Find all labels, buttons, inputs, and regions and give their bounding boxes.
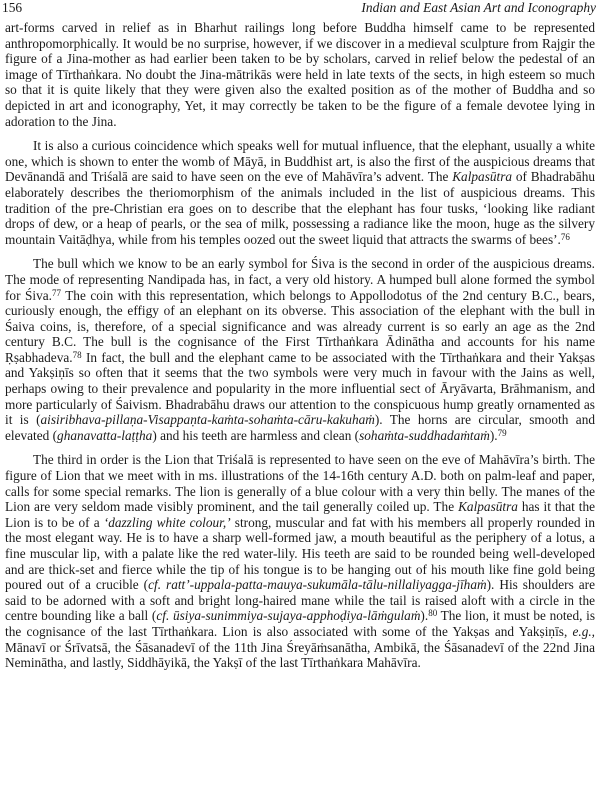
text-run: ).	[489, 427, 498, 443]
italic-text: e.g.,	[572, 623, 595, 639]
text-run: In fact, the bull and the elephant came to be associated with the Tīrthaṅkara and their Yakṣas and Yakṣiṇīs so often that it seems that the two symbols were very much in favour with the Jains as well, perhaps owing to their prevalence and popularity in the more influential sect of Āryāvarta, Brāhmanism, and more particularly of Śaivism. Bhadrabāhu draws our attention to the conspicuous hump greatly ornamented as it is (	[5, 349, 595, 428]
paragraph	[5, 256, 595, 443]
footnote-ref: 79	[497, 427, 507, 438]
page-number: 156	[2, 0, 23, 15]
paragraph	[5, 20, 595, 129]
page-body	[5, 20, 595, 671]
page-header	[2, 0, 596, 20]
footnote-ref: 76	[560, 231, 570, 242]
text-run: It is also a curious coincidence which speaks well for mutual influence, that the elephant, usually a white one, which is shown to enter the womb of Māyā, in Buddhist art, is also the first of the auspicious dreams that Devānandā and Triśalā are said to have seen on the eve of Mahāvīra’s advent. The	[5, 138, 595, 185]
italic-text: aisiribhava-pillaṇa-Visappaṇta-kaṁta-sohaṁta-cāru-kakuhaṁ	[40, 412, 375, 428]
text-run: of Bhadrabāhu elaborately describes the theriomorphism of the animals included in the list of auspicious dreams. This tradition of the pre-Christian era goes on to describe that the elephant has four tusks, ‘looking like radiant drops of dew, or a heap of pearls, or the sea of milk, possessing a radiance like the moon, huge as the silvery mountain Vaitāḍhya, while from his temples oozed out the sweet liquid that attracts the swarms of bees’.	[5, 169, 595, 247]
italic-text: cf. ūsiya-sunimmiya-sujaya-apphoḍiya-lāṁgulaṁ	[156, 608, 421, 624]
text-run: has it that the Lion is to be of a	[5, 499, 596, 530]
text-run: ). The horns are circular, smooth and elevated (	[5, 412, 595, 443]
text-run: The bull which we know to be an early symbol for Śiva is the second in order of the auspicious dreams. The mode of representing Nandipada has, in fact, a very old history. A humped bull alone formed the symbol for Śiva.	[5, 256, 595, 303]
text-run: The lion, it must be noted, is the cognisance of the last Tīrthaṅkara. Lion is also associated with some of the Yakṣas and Yakṣiṇīs,	[5, 608, 595, 639]
running-title: Indian and East Asian Art and Iconography	[361, 0, 596, 15]
text-run: Mānavī or Śrīvatsā, the Śāsanadevī of the 11th Jina Śreyāṁsanātha, Ambikā, the Śāsanadevī of the 22nd Jina Neminātha, and lastly, Siddhāyikā, the Yakṣī of the last Tīrthaṅkara Mahāvīra.	[5, 639, 595, 671]
text-run: The coin with this representation, which belongs to Appollodotus of the 2nd century B.C., bears, curiously enough, the effigy of an elephant on its obverse. This association of the elephant with the bull in Śaiva coins, is, therefore, of a special significance and was already current is so early an age as the 2nd century B.C. The bull is the cognisance of the First Tīrthaṅkara Ādinātha and accounts for his name Ṛṣabhadeva.	[5, 287, 595, 365]
italic-text: sohaṁta-suddhadaṁtaṁ	[359, 427, 490, 443]
text-run: ).	[420, 608, 429, 624]
text-run: strong, muscular and fat with his members all properly rounded in the most elegant way. He is to have a sharp well-formed jaw, a mouth beautiful as the periphery of a lotus, a fine muscular lip, with a palate like the red water-lily. His teeth are said to be rounded being well-developed and are thick-set and fierce while the tip of his tongue is to be hanging out of his mouth like fine gold being poured out of a crucible (	[5, 514, 595, 593]
footnote-ref: 78	[72, 349, 82, 360]
paragraph	[5, 138, 595, 247]
text-run: ) and his teeth are harmless and clean (	[152, 427, 360, 443]
italic-text: ‘dazzling white colour,’	[103, 514, 231, 530]
paragraph	[5, 452, 595, 670]
italic-text: cf. ratt’-uppala-patta-mauya-sukumāla-tālu-nillaliyagga-jīhaṁ	[148, 577, 487, 593]
italic-text: ghanavatta-laṭṭha	[57, 427, 153, 443]
footnote-ref: 80	[428, 608, 438, 619]
italic-text: Kalpasūtra	[458, 499, 518, 515]
text-run: The third in order is the Lion that Triśalā is represented to have seen on the eve of Mahāvīra’s birth. The figure of Lion that we meet with in ms. illustrations of the 14-16th century A.D. both on palm-leaf and paper, calls for some special remarks. The lion is generally of a blue colour with a very thin belly. The manes of the Lion are very seldom made visibly prominent, and the tail generally coiled up. The	[5, 452, 595, 515]
footnote-ref: 77	[51, 287, 61, 298]
italic-text: Kalpasūtra	[452, 169, 513, 185]
text-run: art-forms carved in relief as in Bharhut railings long before Buddha himself came to be represented anthropomorphically. It would be no surprise, however, if we discover in a medieval sculpture from Rajgir the figure of a Jina-mother as had earlier been taken to be by scholars, carved in relief below the pedestal of an image of Tīrthaṅkara. No doubt the Jina-mātrikās were held in late texts of the sects, in high esteem so much so that it is quite likely that they were given also the exalted position as of the mother of Buddha and so depicted in art and iconography, Yet, it may correctly be taken to be the figure of a female devotee lying in adoration to the Jina.	[5, 20, 595, 129]
text-run: ). His shoulders are said to be adorned with a soft and bright long-haired mane while the tail is raised aloft with a circle in the centre bounding like a ball (	[5, 577, 595, 624]
